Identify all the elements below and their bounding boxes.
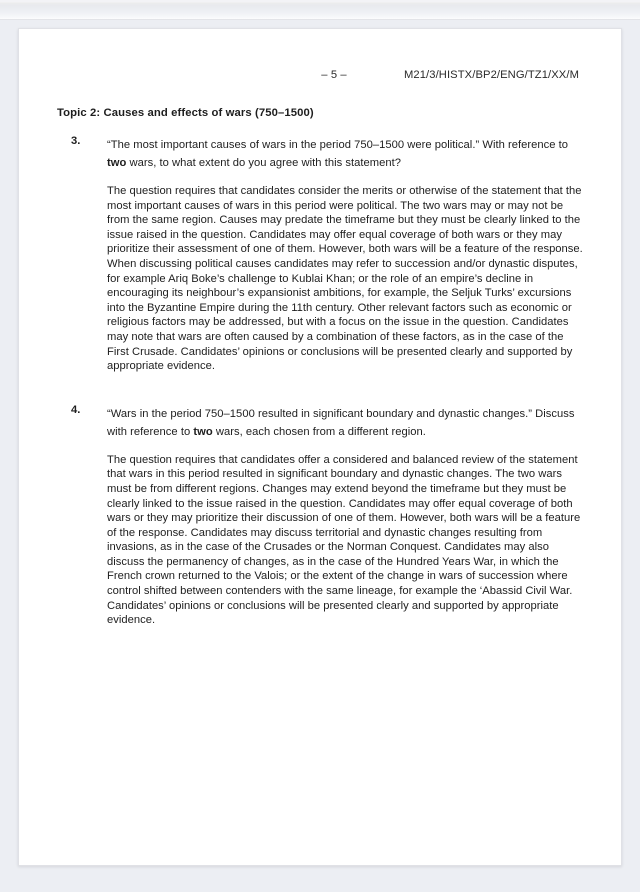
question-commentary-4: The question requires that candidates offer a considered and balanced review of the statement that wars in this period resulted in significant boundary and dynastic changes. The two wars must be from different regions. Changes may extend beyond the timeframe but they must be clearly linked to the issue raised in the question. Candidates may offer equal coverage of both wars or they may prioritize their discussion of one of them. However, both wars will be a feature of the response. Candidates may discuss territorial and dynastic changes resulting from invasions, as in the case of the Crusades or the Norman Conquest. Candidates may also discuss the permanency of changes, as in the case of the Hundred Years War, in which the French crown returned to the Valois; or the extent of the change in wars of succession where control shifted between contenders with the same lineage, for example the ‘Abassid Civil War. Candidates’ opinions or conclusions will be presented clearly and supported by appropriate evidence. [107,453,581,627]
question-block-3 [57,135,584,374]
question-prompt-4 [57,404,584,440]
question-text-3-part1: “The most important causes of wars in the period 750–1500 were political.” With reference to [107,139,569,151]
topic-heading: Topic 2: Causes and effects of wars (750–1500) [57,107,314,119]
question-text-4-emphasis: two [193,425,213,438]
question-commentary-3: The question requires that candidates consider the merits or otherwise of the statement that the most important causes of wars in this period were political. The two wars may or may not be from the same region. Causes may predate the timeframe but they must be clearly linked to the issue raised in the question. Candidates may offer equal coverage of both wars or they may prioritize their assessment of one of them. However, both wars will be a feature of the response. When discussing political causes candidates may refer to succession and/or dynastic disputes, for example Ariq Boke’s challenge to Kublai Khan; or the role of an empire’s decline in encouraging its neighbour’s expansionist ambitions, for example, the Seljuk Turks’ excursions into the Byzantine Empire during the 11th century. Other relevant factors such as economic or religious factors may be addressed, but with a focus on the issue in the question. Candidates may note that wars are often caused by a combination of these factors, as in the case of the First Crusade. Candidates’ opinions or conclusions will be presented clearly and supported by appropriate evidence. [107,185,583,373]
question-text-4 [107,408,575,438]
question-text-4-part1: “Wars in the period 750–1500 resulted in significant boundary and dynastic changes.” Discuss with reference to [107,407,575,438]
page-body [57,107,584,632]
document-page [18,28,622,866]
question-text-3 [107,139,568,169]
question-text-4-part2: wars, each chosen from a different region. [212,425,426,438]
paper-reference-code: M21/3/HISTX/BP2/ENG/TZ1/XX/M [403,69,579,81]
page-header [19,69,622,85]
question-text-3-emphasis: two [107,157,127,169]
question-number-4: 4. [71,403,81,416]
question-text-3-part2: wars, to what extent do you agree with this statement? [126,157,402,169]
page-number: – 5 – [321,69,347,81]
question-number-3: 3. [71,135,81,147]
question-block-4 [57,404,584,628]
question-spacer [57,378,584,404]
question-prompt-3 [57,135,584,171]
viewer-toolbar-strip [0,0,640,20]
